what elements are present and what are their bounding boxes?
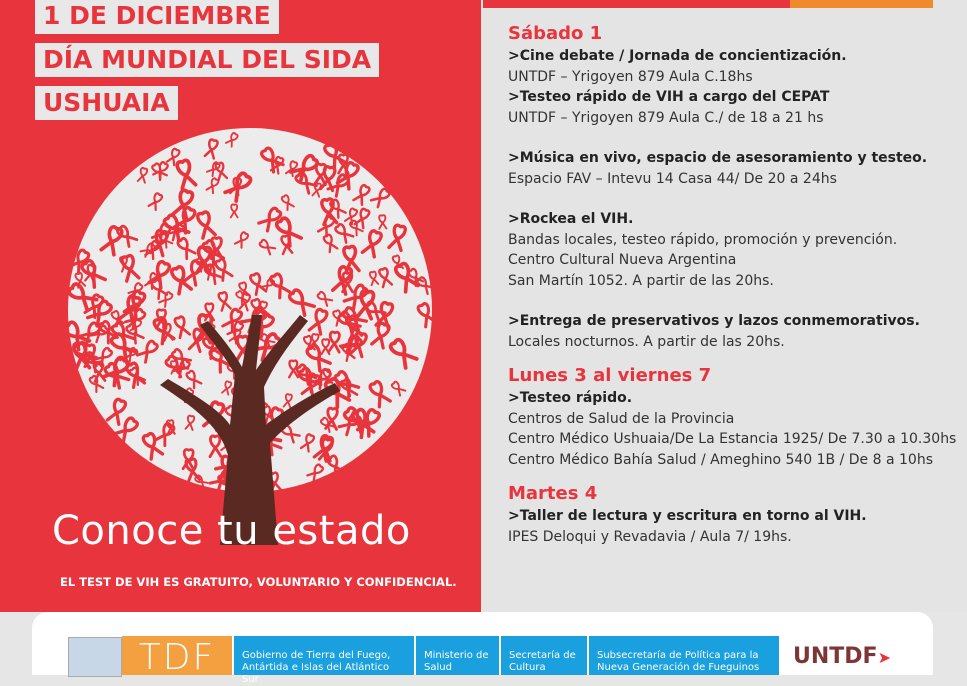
schedule-spacer	[508, 352, 963, 364]
schedule-activity: >Testeo rápido.	[508, 390, 633, 406]
schedule-activity: >Cine debate / Jornada de concientización.	[508, 48, 847, 64]
schedule-detail: UNTDF – Yrigoyen 879 Aula C.18hs	[508, 68, 753, 85]
campaign-tagline	[52, 508, 411, 554]
schedule-detail: San Martín 1052. A partir de las 20hs.	[508, 272, 774, 289]
sponsor-subsecretaria: Subsecretaría de Política para la Nueva Generación de Fueguinos	[589, 636, 779, 675]
tagline-word-3: estado	[272, 508, 411, 554]
schedule-detail: Espacio FAV – Intevu 14 Casa 44/ De 20 a 24hs	[508, 170, 837, 187]
untdf-logo-text: UNTDF	[793, 644, 878, 669]
schedule-activity: >Taller de lectura y escritura en torno al VIH.	[508, 508, 867, 524]
untdf-logo	[793, 644, 891, 669]
schedule-detail: Centro Médico Ushuaia/De La Estancia 1925/ De 7.30 a 10.30hs	[508, 431, 957, 447]
schedule-detail: IPES Deloqui y Revadavia / Aula 7/ 19hs.	[508, 528, 792, 545]
schedule-detail: Centro Médico Bahía Salud / Ameghino 540 1B / De 8 a 10hs	[508, 451, 933, 468]
event-title: DÍA MUNDIAL DEL SIDA	[35, 43, 379, 77]
city-title: USHUAIA	[35, 86, 178, 120]
schedule-spacer	[508, 291, 963, 311]
bird-icon: ➤	[877, 648, 891, 667]
tdf-logo: TDF	[122, 636, 232, 675]
sponsor-secretaria: Secretaría de Cultura	[501, 636, 587, 675]
schedule-list	[508, 22, 963, 547]
date-title: 1 DE DICIEMBRE	[35, 0, 279, 34]
schedule-day-heading: Lunes 3 al viernes 7	[508, 365, 712, 386]
schedule-day-heading: Martes 4	[508, 483, 598, 504]
test-info-subline: EL TEST DE VIH ES GRATUITO, VOLUNTARIO Y CONFIDENCIAL.	[60, 575, 457, 589]
ribbon-tree-illustration	[30, 125, 470, 545]
schedule-spacer	[508, 128, 963, 148]
schedule-activity: >Música en vivo, espacio de asesoramiento y testeo.	[508, 150, 928, 166]
tagline-word-2: tu	[217, 508, 260, 554]
schedule-detail: UNTDF – Yrigoyen 879 Aula C./ de 18 a 21 hs	[508, 109, 824, 126]
top-orange-accent	[790, 0, 933, 8]
schedule-spacer	[508, 470, 963, 482]
schedule-day-heading: Sábado 1	[508, 23, 603, 44]
schedule-detail: Locales nocturnos. A partir de las 20hs.	[508, 333, 785, 350]
schedule-detail: Bandas locales, testeo rápido, promoción y prevención.	[508, 231, 898, 248]
sponsor-gobierno: Gobierno de Tierra del Fuego, Antártida e Islas del Atlántico Sur	[234, 636, 414, 675]
province-emblem-logo	[68, 637, 122, 677]
schedule-activity: >Entrega de preservativos y lazos conmemorativos.	[508, 313, 920, 329]
tagline-word-1: Conoce	[52, 508, 204, 554]
schedule-spacer	[508, 189, 963, 209]
schedule-activity: >Testeo rápido de VIH a cargo del CEPAT	[508, 89, 830, 105]
sponsor-ministerio: Ministerio de Salud	[416, 636, 499, 675]
schedule-activity: >Rockea el VIH.	[508, 211, 634, 227]
schedule-detail: Centros de Salud de la Provincia	[508, 410, 735, 427]
schedule-detail: Centro Cultural Nueva Argentina	[508, 252, 737, 268]
